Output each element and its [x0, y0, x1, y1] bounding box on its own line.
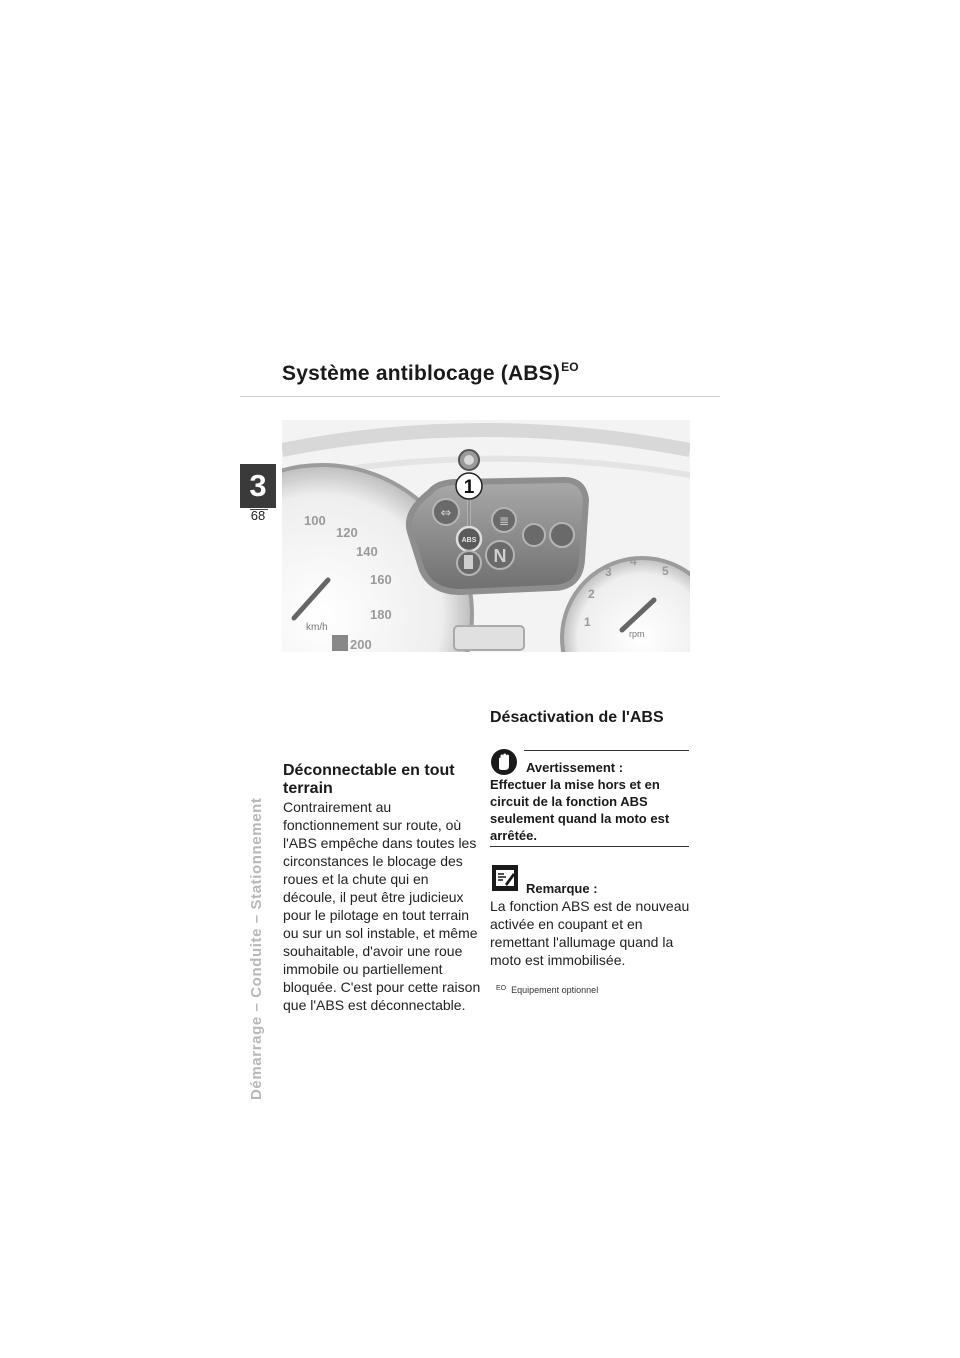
title-divider [240, 396, 720, 397]
page-title: Système antiblocage (ABS)$^{EO}$ [282, 360, 579, 385]
speedo-tick: 180 [370, 607, 392, 622]
svg-text:⇔: ⇔ [440, 506, 452, 521]
tach-tick: 5 [662, 564, 669, 578]
section-body: Contrairement au fonctionnement sur route, où l'ABS empêche dans toutes les circonstances le blocage des roues et la chute qui en découle, il peut être judicieux pour le pilotage en tout terrain ou sur un sol instable, et même souhaitable, d'avoir une roue immobile ou partiellement bloquée. C'est pour cette raison que l'ABS est déconnectable. [283, 799, 481, 1013]
warning-hand-icon [490, 748, 518, 776]
section-off-road [283, 762, 483, 1014]
indicator-panel [409, 480, 586, 592]
warning-top-rule [524, 750, 689, 751]
footnote [496, 985, 598, 995]
tach-tick: 2 [588, 587, 595, 601]
section-heading: Déconnectable en tout terrain [283, 762, 455, 797]
speedo-tick: 200 [350, 637, 372, 652]
footnote-text: Equipement optionnel [511, 985, 599, 995]
instrument-cluster-figure [282, 420, 690, 652]
note-text: La fonction ABS est de nouveau activée en coupant et en remettant l'allumage quand la moto est immobilisée. [490, 898, 690, 968]
footnote-marker: EO [496, 985, 507, 992]
abs-indicator-label: ABS [461, 537, 477, 544]
speedo-tick: 120 [336, 525, 358, 540]
title-superscript: EO [561, 360, 579, 374]
tach-tick: 1 [584, 615, 591, 629]
section-heading-deactivation: Désactivation de l'ABS [490, 709, 664, 726]
warning-text: Effectuer la mise hors et en circuit de la fonction ABS seulement quand la moto est arrêtée. [490, 777, 670, 843]
tach-tick: 4 [630, 554, 637, 568]
svg-text:≣: ≣ [498, 514, 510, 528]
warning-bottom-rule [490, 846, 689, 847]
chapter-tab: 3 [240, 464, 276, 508]
note-icon [491, 864, 519, 892]
tach-tick: 3 [605, 565, 612, 579]
note-label: Remarque : [526, 881, 598, 896]
speedo-tick: 140 [356, 544, 378, 559]
page-number: 68 [250, 508, 266, 523]
speedo-unit: km/h [306, 622, 328, 633]
callout-number: 1 [463, 477, 475, 498]
neutral-indicator-label: N [493, 546, 507, 566]
warning-label: Avertissement : [526, 760, 624, 775]
speedo-tick: 160 [370, 572, 392, 587]
tach-unit: rpm [629, 629, 645, 639]
chapter-side-title: Démarrage – Conduite – Stationnement [248, 797, 265, 1100]
speedo-tick: 100 [304, 513, 326, 528]
